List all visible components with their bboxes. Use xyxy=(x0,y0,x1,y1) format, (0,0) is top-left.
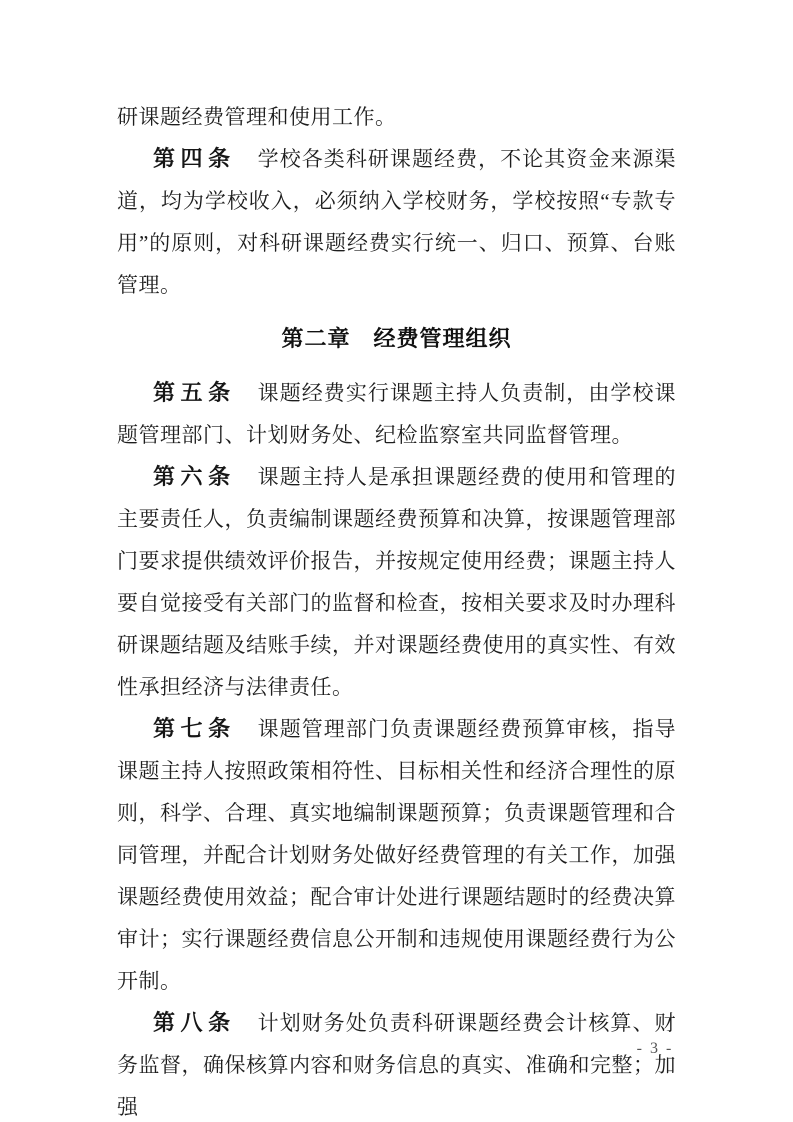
article-7-label: 第七条 xyxy=(153,716,236,741)
paragraph-continuation-text: 研课题经费管理和使用工作。 xyxy=(117,105,397,129)
paragraph-article-8 xyxy=(117,1002,676,1122)
article-4-label: 第四条 xyxy=(153,146,236,171)
document-body xyxy=(117,96,676,1122)
article-6-label: 第六条 xyxy=(153,464,236,489)
page-number: - 3 - xyxy=(636,1040,674,1057)
paragraph-continuation xyxy=(117,96,676,138)
article-7-text: 课题管理部门负责课题经费预算审核，指导课题主持人按照政策相符性、目标相关性和经济合理性的原则，科学、合理、真实地编制课题预算；负责课题管理和合同管理，并配合计划财务处做好经费管理的有关工作，加强课题经费使用效益；配合审计处进行课题结题时的经费决算审计；实行课题经费信息公开制和违规使用课题经费行为公开制。 xyxy=(117,717,676,993)
paragraph-article-7 xyxy=(117,708,676,1002)
chapter-2-heading: 第二章 经费管理组织 xyxy=(281,326,512,351)
article-5-text: 课题经费实行课题主持人负责制，由学校课题管理部门、计划财务处、纪检监察室共同监督管理。 xyxy=(117,381,676,447)
paragraph-article-4 xyxy=(117,138,676,306)
paragraph-article-5 xyxy=(117,372,676,456)
paragraph-article-6 xyxy=(117,456,676,708)
article-8-label: 第八条 xyxy=(153,1010,236,1035)
article-4-text: 学校各类科研课题经费，不论其资金来源渠道，均为学校收入，必须纳入学校财务，学校按照“专款专用”的原则，对科研课题经费实行统一、归口、预算、台账管理。 xyxy=(117,147,676,297)
article-6-text: 课题主持人是承担课题经费的使用和管理的主要责任人，负责编制课题经费预算和决算，按课题管理部门要求提供绩效评价报告，并按规定使用经费；课题主持人要自觉接受有关部门的监督和检查，按相关要求及时办理科研课题结题及结账手续，并对课题经费使用的真实性、有效性承担经济与法律责任。 xyxy=(117,465,676,699)
article-8-text: 计划财务处负责科研课题经费会计核算、财务监督，确保核算内容和财务信息的真实、准确和完整；加强 xyxy=(117,1011,676,1119)
article-5-label: 第五条 xyxy=(153,380,236,405)
